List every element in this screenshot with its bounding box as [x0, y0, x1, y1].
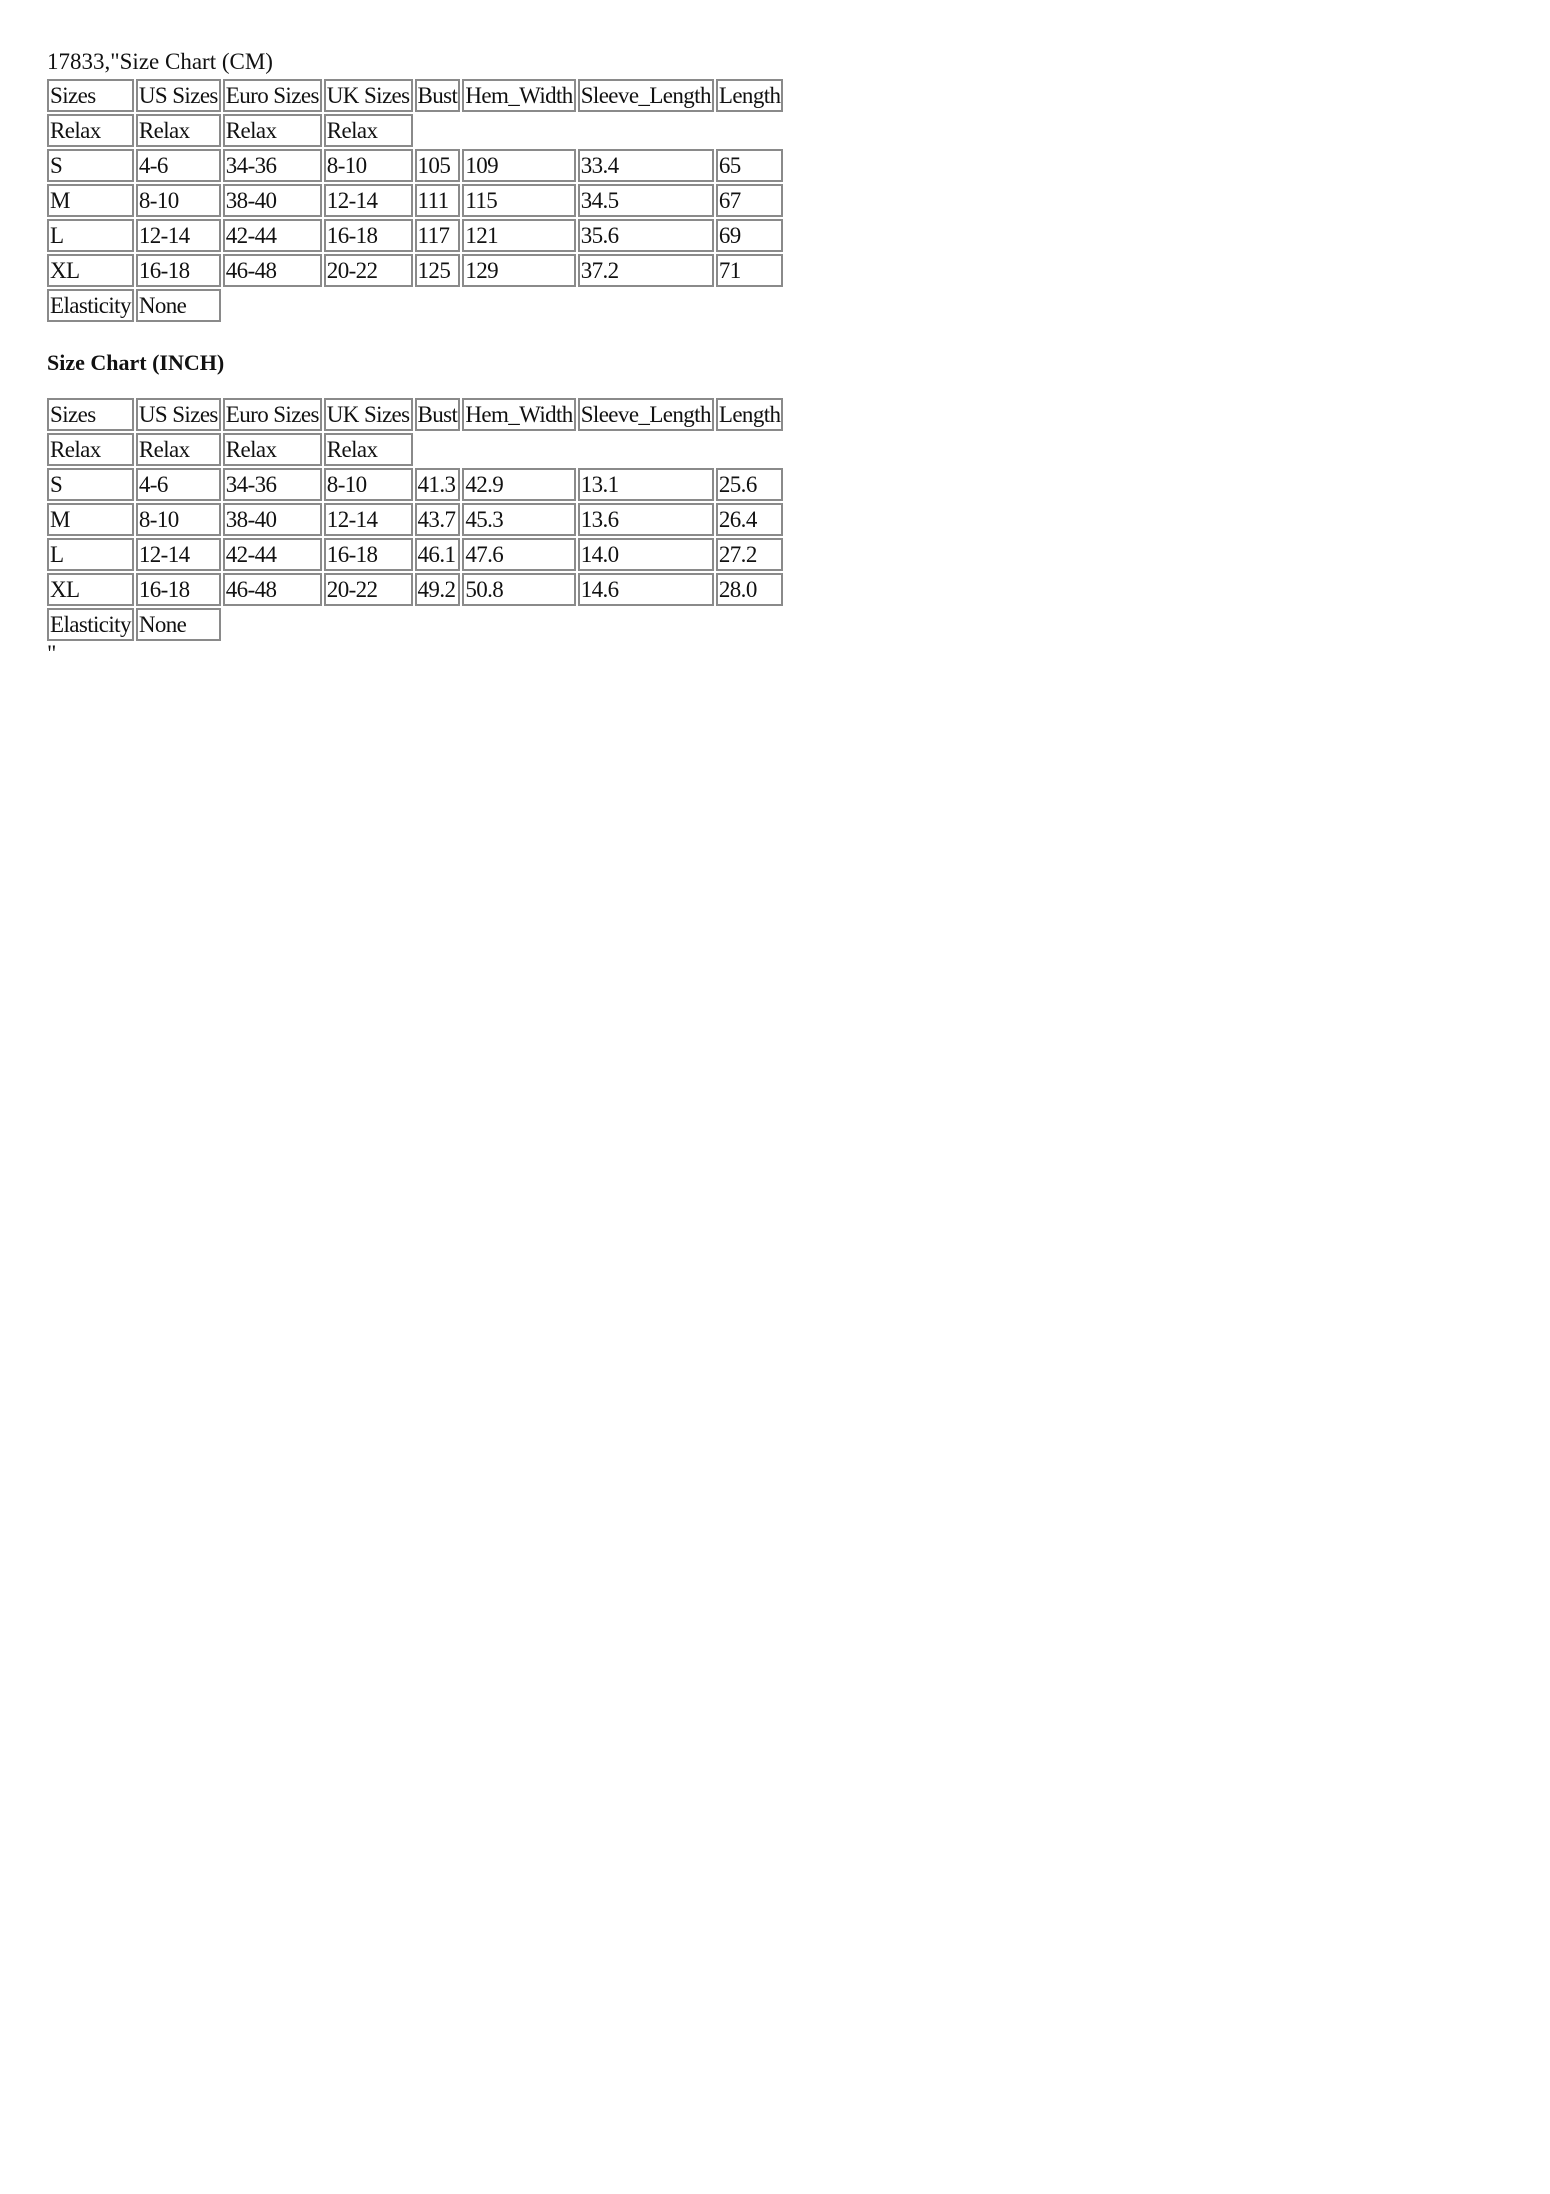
- table-cell: 34.5: [578, 184, 714, 217]
- table-cell: 12-14: [324, 503, 413, 536]
- fit-cell: Relax: [223, 433, 322, 466]
- table-cell: M: [47, 184, 134, 217]
- table-cell: 8-10: [136, 184, 221, 217]
- table-cell: 14.0: [578, 538, 714, 571]
- table-cell: 34-36: [223, 468, 322, 501]
- fit-cell: Relax: [136, 114, 221, 147]
- table-cell: 12-14: [324, 184, 413, 217]
- table-cell: 27.2: [716, 538, 784, 571]
- table-cell: 69: [716, 219, 784, 252]
- header-cell-sleeve-length: Sleeve_Length: [578, 79, 714, 112]
- table-cell: 37.2: [578, 254, 714, 287]
- table-cell: 4-6: [136, 468, 221, 501]
- fit-cell: Relax: [47, 433, 134, 466]
- table-cell: L: [47, 219, 134, 252]
- fit-cell: Relax: [47, 114, 134, 147]
- intro-line: 17833,"Size Chart (CM): [47, 49, 273, 74]
- table-cell: 14.6: [578, 573, 714, 606]
- table-cell: 109: [462, 149, 575, 182]
- table-cell: S: [47, 468, 134, 501]
- table-cell: S: [47, 149, 134, 182]
- table-cell: 49.2: [415, 573, 461, 606]
- fit-row: [47, 114, 783, 147]
- fit-cell: Relax: [136, 433, 221, 466]
- table-cell: 20-22: [324, 573, 413, 606]
- table-cell: 67: [716, 184, 784, 217]
- fit-cell: Relax: [223, 114, 322, 147]
- table-cell: 50.8: [462, 573, 575, 606]
- table-cell: 38-40: [223, 503, 322, 536]
- header-cell-sleeve-length: Sleeve_Length: [578, 398, 714, 431]
- inch-chart-title: Size Chart (INCH): [47, 350, 225, 375]
- elasticity-row: [47, 289, 783, 322]
- table-cell: 111: [415, 184, 461, 217]
- elasticity-value-cell: None: [136, 289, 221, 322]
- table-cell: 43.7: [415, 503, 461, 536]
- table-cell: 16-18: [136, 254, 221, 287]
- size-chart-cm-table: [45, 77, 785, 324]
- table-cell: 12-14: [136, 538, 221, 571]
- table-cell: 33.4: [578, 149, 714, 182]
- header-cell-bust: Bust: [415, 79, 461, 112]
- table-cell: 117: [415, 219, 461, 252]
- fit-cell: Relax: [324, 433, 413, 466]
- table-cell: 121: [462, 219, 575, 252]
- table-cell: 42-44: [223, 219, 322, 252]
- table-cell: 8-10: [324, 149, 413, 182]
- table-cell: 34-36: [223, 149, 322, 182]
- table-cell: 16-18: [324, 538, 413, 571]
- table-row: [47, 254, 783, 287]
- table-cell: 115: [462, 184, 575, 217]
- table-cell: M: [47, 503, 134, 536]
- table-cell: 46-48: [223, 254, 322, 287]
- table-cell: 125: [415, 254, 461, 287]
- header-cell-length: Length: [716, 79, 784, 112]
- table-cell: XL: [47, 573, 134, 606]
- table-row: [47, 184, 783, 217]
- table-cell: 8-10: [324, 468, 413, 501]
- table-cell: 65: [716, 149, 784, 182]
- table-cell: 45.3: [462, 503, 575, 536]
- header-cell-us-sizes: US Sizes: [136, 79, 221, 112]
- table-cell: 46-48: [223, 573, 322, 606]
- table-cell: 13.6: [578, 503, 714, 536]
- header-cell-sizes: Sizes: [47, 398, 134, 431]
- size-chart-inch-table: [45, 396, 785, 643]
- table-row: [47, 468, 783, 501]
- table-cell: 35.6: [578, 219, 714, 252]
- elasticity-value-cell: None: [136, 608, 221, 641]
- table-cell: 41.3: [415, 468, 461, 501]
- elasticity-row: [47, 608, 783, 641]
- table-cell: 42.9: [462, 468, 575, 501]
- fit-cell: Relax: [324, 114, 413, 147]
- table-row: [47, 573, 783, 606]
- header-cell-uk-sizes: UK Sizes: [324, 79, 413, 112]
- header-cell-euro-sizes: Euro Sizes: [223, 79, 322, 112]
- empty-cell: [223, 289, 784, 322]
- table-cell: 20-22: [324, 254, 413, 287]
- table-row: [47, 503, 783, 536]
- trailing-quote: ": [47, 641, 57, 666]
- table-cell: 42-44: [223, 538, 322, 571]
- table-cell: XL: [47, 254, 134, 287]
- table-cell: 46.1: [415, 538, 461, 571]
- table-cell: 16-18: [136, 573, 221, 606]
- table-header-row: [47, 398, 783, 431]
- header-cell-uk-sizes: UK Sizes: [324, 398, 413, 431]
- elasticity-label-cell: Elasticity: [47, 289, 134, 322]
- table-cell: 4-6: [136, 149, 221, 182]
- table-cell: L: [47, 538, 134, 571]
- table-cell: 47.6: [462, 538, 575, 571]
- empty-cell: [415, 433, 784, 466]
- elasticity-label-cell: Elasticity: [47, 608, 134, 641]
- table-cell: 71: [716, 254, 784, 287]
- table-row: [47, 538, 783, 571]
- table-row: [47, 149, 783, 182]
- header-cell-euro-sizes: Euro Sizes: [223, 398, 322, 431]
- table-cell: 28.0: [716, 573, 784, 606]
- table-cell: 12-14: [136, 219, 221, 252]
- fit-row: [47, 433, 783, 466]
- document-page: [47, 47, 785, 665]
- header-cell-hem-width: Hem_Width: [462, 79, 575, 112]
- table-cell: 16-18: [324, 219, 413, 252]
- header-cell-sizes: Sizes: [47, 79, 134, 112]
- table-row: [47, 219, 783, 252]
- table-cell: 38-40: [223, 184, 322, 217]
- table-cell: 13.1: [578, 468, 714, 501]
- empty-cell: [415, 114, 784, 147]
- table-cell: 25.6: [716, 468, 784, 501]
- table-cell: 8-10: [136, 503, 221, 536]
- header-cell-bust: Bust: [415, 398, 461, 431]
- header-cell-length: Length: [716, 398, 784, 431]
- table-cell: 105: [415, 149, 461, 182]
- empty-cell: [223, 608, 784, 641]
- table-cell: 26.4: [716, 503, 784, 536]
- header-cell-us-sizes: US Sizes: [136, 398, 221, 431]
- table-header-row: [47, 79, 783, 112]
- header-cell-hem-width: Hem_Width: [462, 398, 575, 431]
- table-cell: 129: [462, 254, 575, 287]
